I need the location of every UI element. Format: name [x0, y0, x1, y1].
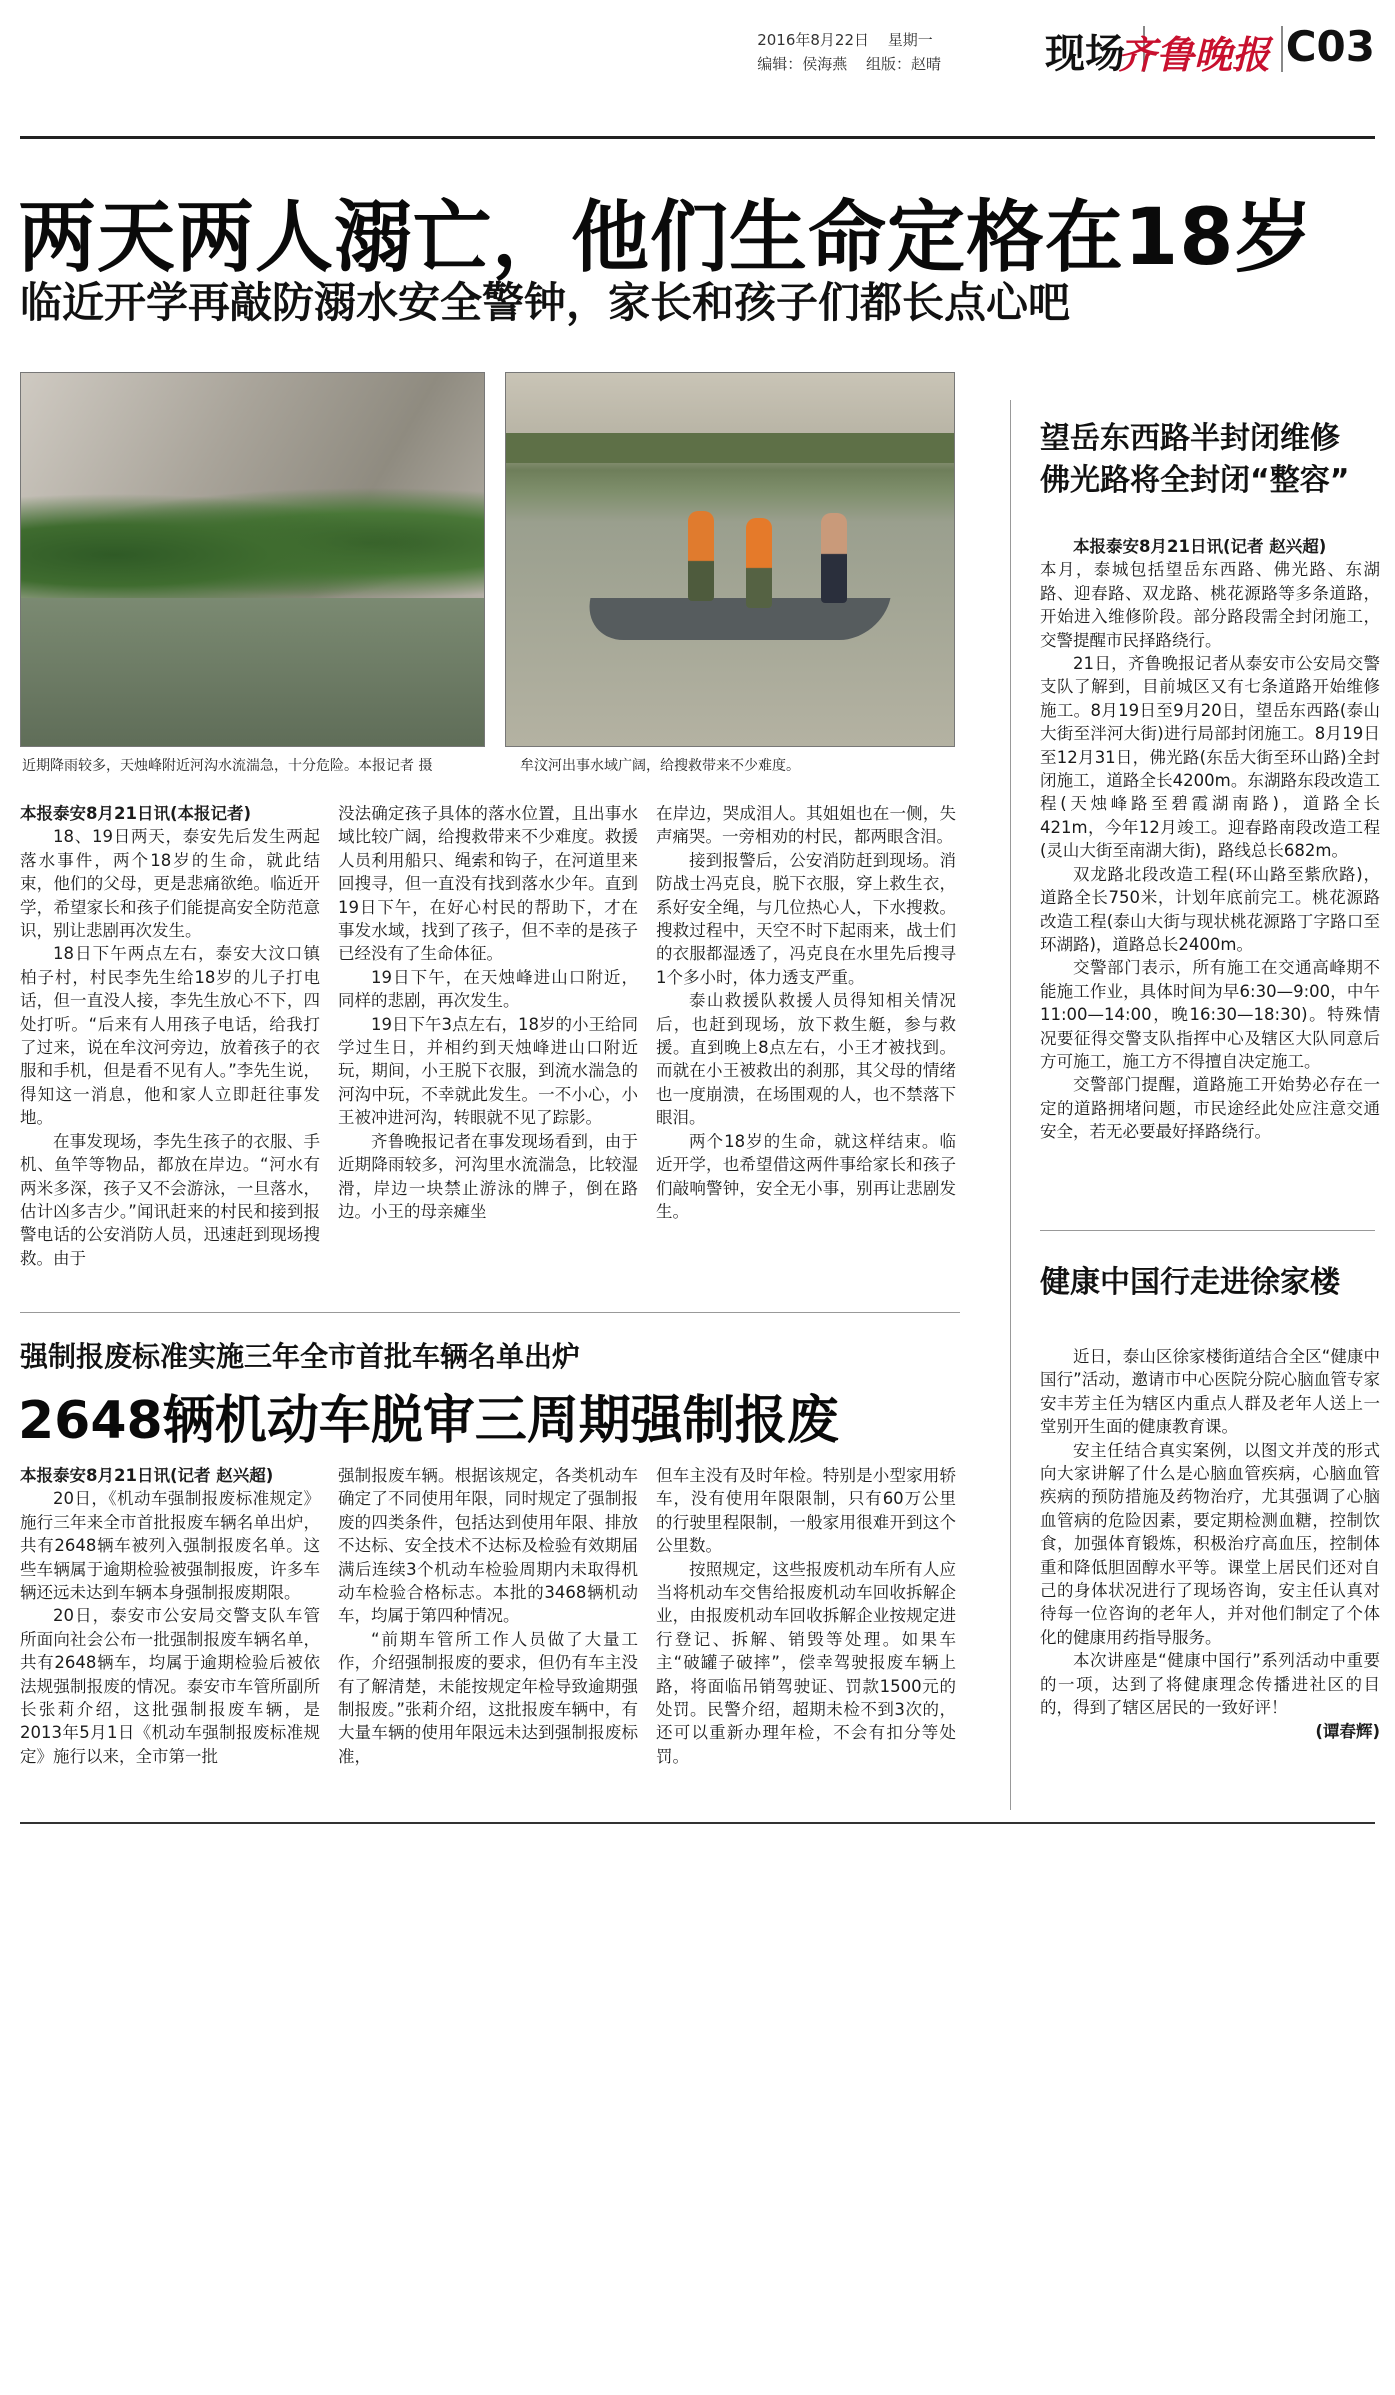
paragraph: 21日，齐鲁晚报记者从泰安市公安局交警支队了解到，目前城区又有七条道路开始维修施工。8月19日至9月20日，望岳东西路(泰山大街至泮河大街)进行局部封闭施工。8月19日至12月31日，佛光路(东岳大街至环山路)全封闭施工，道路全长4200m。东湖路东段改造工程(天烛峰路至碧霞湖南路)，道路全长421m，今年12月竣工。迎春路南段改造工程(灵山大街至南湖大街)，路线总长682m。 — [1040, 654, 1380, 861]
author-credit: (谭春辉) — [1315, 1721, 1380, 1741]
section-divider — [1040, 1230, 1375, 1231]
paragraph: 泰山救援队救援人员得知相关情况后，也赶到现场，放下救生艇，参与救援。直到晚上8点左右，小王才被找到。而就在小王被救出的刹那，其父母的情绪也一度崩溃，在场围观的人，也不禁落下眼泪。 — [656, 991, 956, 1128]
right-story1-body — [1040, 535, 1380, 1215]
paragraph: 本次讲座是“健康中国行”系列活动中重要的一项，达到了将健康理念传播进社区的目的，得到了辖区居民的一致好评！ — [1040, 1651, 1380, 1718]
issue-date: 2016年8月22日 — [757, 31, 869, 49]
masthead-divider — [1281, 26, 1283, 72]
photo-water — [21, 598, 485, 747]
layout-credit: 组版：赵晴 — [865, 55, 941, 73]
page-number: C03 — [1285, 22, 1375, 71]
paragraph: 20日，泰安市公安局交警支队车管所面向社会公布一批强制报废车辆名单，共有2648辆车，均属于逾期检验后被依法规强制报废的情况。泰安市车管所副所长张莉介绍，这批强制报废车辆，是2013年5月1日《机动车强制报废标准规定》施行以来，全市第一批 — [20, 1606, 320, 1766]
paragraph: 在岸边，哭成泪人。其姐姐也在一侧，失声痛哭。一旁相劝的村民，都两眼含泪。 — [656, 804, 956, 847]
main-subhead: 临近开学再敲防溺水安全警钟，家长和孩子们都长点心吧 — [20, 278, 1071, 327]
masthead — [20, 18, 1375, 128]
dateline: 本报泰安8月21日讯(记者 赵兴超) — [1073, 537, 1327, 556]
photo-river-gorge — [20, 372, 485, 747]
section-divider — [20, 1312, 960, 1313]
paragraph: 交警部门表示，所有施工在交通高峰期不能施工作业，具体时间为早6:30—9:00，中午11:00—14:00，晚16:30—18:30)。特殊情况要征得交警支队指挥中心及辖区大队同意后方可施工，施工方不得擅自决定施工。 — [1040, 958, 1380, 1071]
photo1-caption: 近期降雨较多，天烛峰附近河沟水流湍急，十分危险。本报记者 摄 — [22, 758, 433, 774]
photo-trees — [21, 483, 485, 603]
headline-line: 望岳东西路半封闭维修 — [1040, 421, 1340, 456]
column-divider — [1010, 400, 1011, 1810]
paragraph: 按照规定，这些报废机动车所有人应当将机动车交售给报废机动车回收拆解企业，由报废机动车回收拆解企业按规定进行登记、拆解、销毁等处理。如果车主“破罐子破摔”，偿幸驾驶报废车辆上路，将面临吊销驾驶证、罚款1500元的处罚。民警介绍，超期未检不到3次的，还可以重新办理年检，不会有扣分等处罚。 — [656, 1559, 956, 1766]
photo-shore — [506, 433, 955, 463]
paragraph: 安主任结合真实案例，以图文并茂的形式向大家讲解了什么是心脑血管疾病，心脑血管疾病的预防措施及药物治疗，尤其强调了心脑血管病的危险因素，要定期检测血糖，控制饮食，加强体育锻炼，积极治疗高血压，控制体重和降低胆固醇水平等。课堂上居民们还对自己的身体状况进行了现场咨询，安主任认真对待每一位咨询的老年人，并对他们制定了个体化的健康用药指导服务。 — [1040, 1440, 1380, 1647]
right-story2-headline: 健康中国行走进徐家楼 — [1040, 1265, 1340, 1300]
paragraph: 没法确定孩子具体的落水位置，且出事水域比较广阔，给搜救带来不少难度。救援人员利用船只、绳索和钩子，在河道里来回搜寻，但一直没有找到落水少年。直到19日下午，在好心村民的帮助下，才在事发水域，找到了孩子，但不幸的是孩子已经没有了生命体征。 — [338, 804, 638, 964]
paragraph: 18、19日两天，泰安先后发生两起落水事件，两个18岁的生命，就此结束，他们的父母，更是悲痛欲绝。临近开学，希望家长和孩子们能提高安全防范意识，别让悲剧再次发生。 — [20, 827, 320, 941]
page-bottom-rule — [20, 1822, 1375, 1824]
paragraph: “前期车管所工作人员做了大量工作，介绍强制报废的要求，但仍有车主没有了解清楚，未能按规定年检导致逾期强制报废。”张莉介绍，这批报废车辆中，有大量车辆的使用年限远未达到强制报废标准， — [338, 1629, 638, 1766]
paragraph: 齐鲁晚报记者在事发现场看到，由于近期降雨较多，河沟里水流湍急，比较湿滑，岸边一块禁止游泳的牌子，倒在路边。小王的母亲瘫坐 — [338, 1131, 638, 1221]
paragraph: 19日下午，在天烛峰进山口附近，同样的悲剧，再次发生。 — [338, 967, 638, 1011]
main-story-col-1 — [20, 802, 320, 1292]
photo2-caption: 牟汶河出事水域广阔，给搜救带来不少难度。 — [520, 758, 800, 774]
paragraph: 在事发现场，李先生孩子的衣服、手机、鱼竿等物品，都放在岸边。“河水有两米多深，孩子又不会游泳，一旦落水，估计凶多吉少。”闻讯赶来的村民和接到报警电话的公安消防人员，迅速赶到现场搜救。由于 — [20, 1131, 320, 1268]
story2-col-1 — [20, 1464, 320, 1804]
paragraph: 交警部门提醒，道路施工开始势必存在一定的道路拥堵问题，市民途经此处应注意交通安全，若无必要最好择路绕行。 — [1040, 1075, 1380, 1142]
paragraph: 20日，《机动车强制报废标准规定》施行三年来全市首批报废车辆名单出炉，共有2648辆车被列入强制报废名单。这些车辆属于逾期检验被强制报废，许多车辆还远未达到车辆本身强制报废期限。 — [20, 1489, 320, 1603]
paragraph: 强制报废车辆。根据该规定，各类机动车确定了不同使用年限，同时规定了强制报废的四类条件，包括达到使用年限、排放不达标、安全技术不达标及检验有效期届满后连续3个机动车检验周期内未取得机动车检验合格标志。本批的3468辆机动车，均属于第四种情况。 — [338, 1466, 638, 1626]
main-story-col-2 — [338, 802, 638, 1292]
photo-boat — [582, 598, 891, 640]
paragraph: 双龙路北段改造工程(环山路至紫欣路)，道路全长750米，计划年底前完工。桃花源路改造工程(泰山大街与现状桃花源路丁字路口至环湖路)，道路总长2400m。 — [1040, 864, 1380, 954]
paragraph: 接到报警后，公安消防赶到现场。消防战士冯克良，脱下衣服，穿上救生衣，系好安全绳，与几位热心人，下水搜救。搜救过程中，天空不时下起雨来，战士们的衣服都湿透了，冯克良在水里先后搜寻1个多小时，体力透支严重。 — [656, 850, 956, 987]
main-headline: 两天两人溺亡，他们生命定格在18岁 — [18, 193, 1314, 283]
paragraph: 18日下午两点左右，泰安大汶口镇柏子村，村民李先生给18岁的儿子打电话，但一直没人接，李先生放心不下，四处打听。“后来有人用孩子电话，给我打了过来，说在牟汶河旁边，放着孩子的衣服和手机，但是看不见有人。”李先生说，得知这一消息，他和家人立即赶往事发地。 — [20, 944, 320, 1128]
story2-headline: 2648辆机动车脱审三周期强制报废 — [18, 1391, 839, 1451]
story2-col-3 — [656, 1464, 956, 1804]
paragraph: 近日，泰山区徐家楼街道结合全区“健康中国行”活动，邀请市中心医院分院心脑血管专家安丰芳主任为辖区内重点人群及老年人送上一堂别开生面的健康教育课。 — [1040, 1347, 1380, 1437]
main-story-col-3 — [656, 802, 956, 1292]
issue-meta — [757, 28, 955, 76]
masthead-rule — [20, 136, 1375, 139]
headline-line: 佛光路将全封闭“整容” — [1040, 463, 1350, 498]
issue-weekday: 星期一 — [887, 31, 933, 49]
section-name: 现场 — [1045, 31, 1125, 77]
story2-kicker: 强制报废标准实施三年全市首批车辆名单出炉 — [20, 1340, 581, 1373]
paragraph: 19日下午3点左右，18岁的小王给同学过生日，并相约到天烛峰进山口附近玩，期间，小王脱下衣服，到流水湍急的河沟中玩，不幸就此发生。一不小心，小王被冲进河沟，转眼就不见了踪影。 — [338, 1014, 638, 1128]
newspaper-logo: 齐鲁晚报 — [1117, 32, 1270, 77]
story2-col-2 — [338, 1464, 638, 1804]
photo-rescuer — [821, 513, 847, 603]
paragraph: 本月，泰城包括望岳东西路、佛光路、东湖路、迎春路、双龙路、桃花源路等多条道路，开始进入维修阶段。部分路段需全封闭施工，交警提醒市民择路绕行。 — [1040, 560, 1380, 650]
paragraph: 两个18岁的生命，就这样结束。临近开学，也希望借这两件事给家长和孩子们敲响警钟，安全无小事，别再让悲剧发生。 — [656, 1131, 956, 1221]
photo-rescuer — [688, 511, 714, 601]
photo-rescuer — [746, 518, 772, 608]
right-story1-headline — [1040, 418, 1349, 502]
photo-rescue-boat — [505, 372, 955, 747]
editor-credit: 编辑：侯海燕 — [757, 55, 848, 73]
paragraph: 但车主没有及时年检。特别是小型家用轿车，没有使用年限限制，只有60万公里的行驶里程限制，一般家用很难开到这个公里数。 — [656, 1466, 956, 1556]
dateline: 本报泰安8月21日讯(本报记者) — [20, 804, 252, 823]
right-story2-body — [1040, 1345, 1380, 1805]
dateline: 本报泰安8月21日讯(记者 赵兴超) — [20, 1466, 274, 1485]
